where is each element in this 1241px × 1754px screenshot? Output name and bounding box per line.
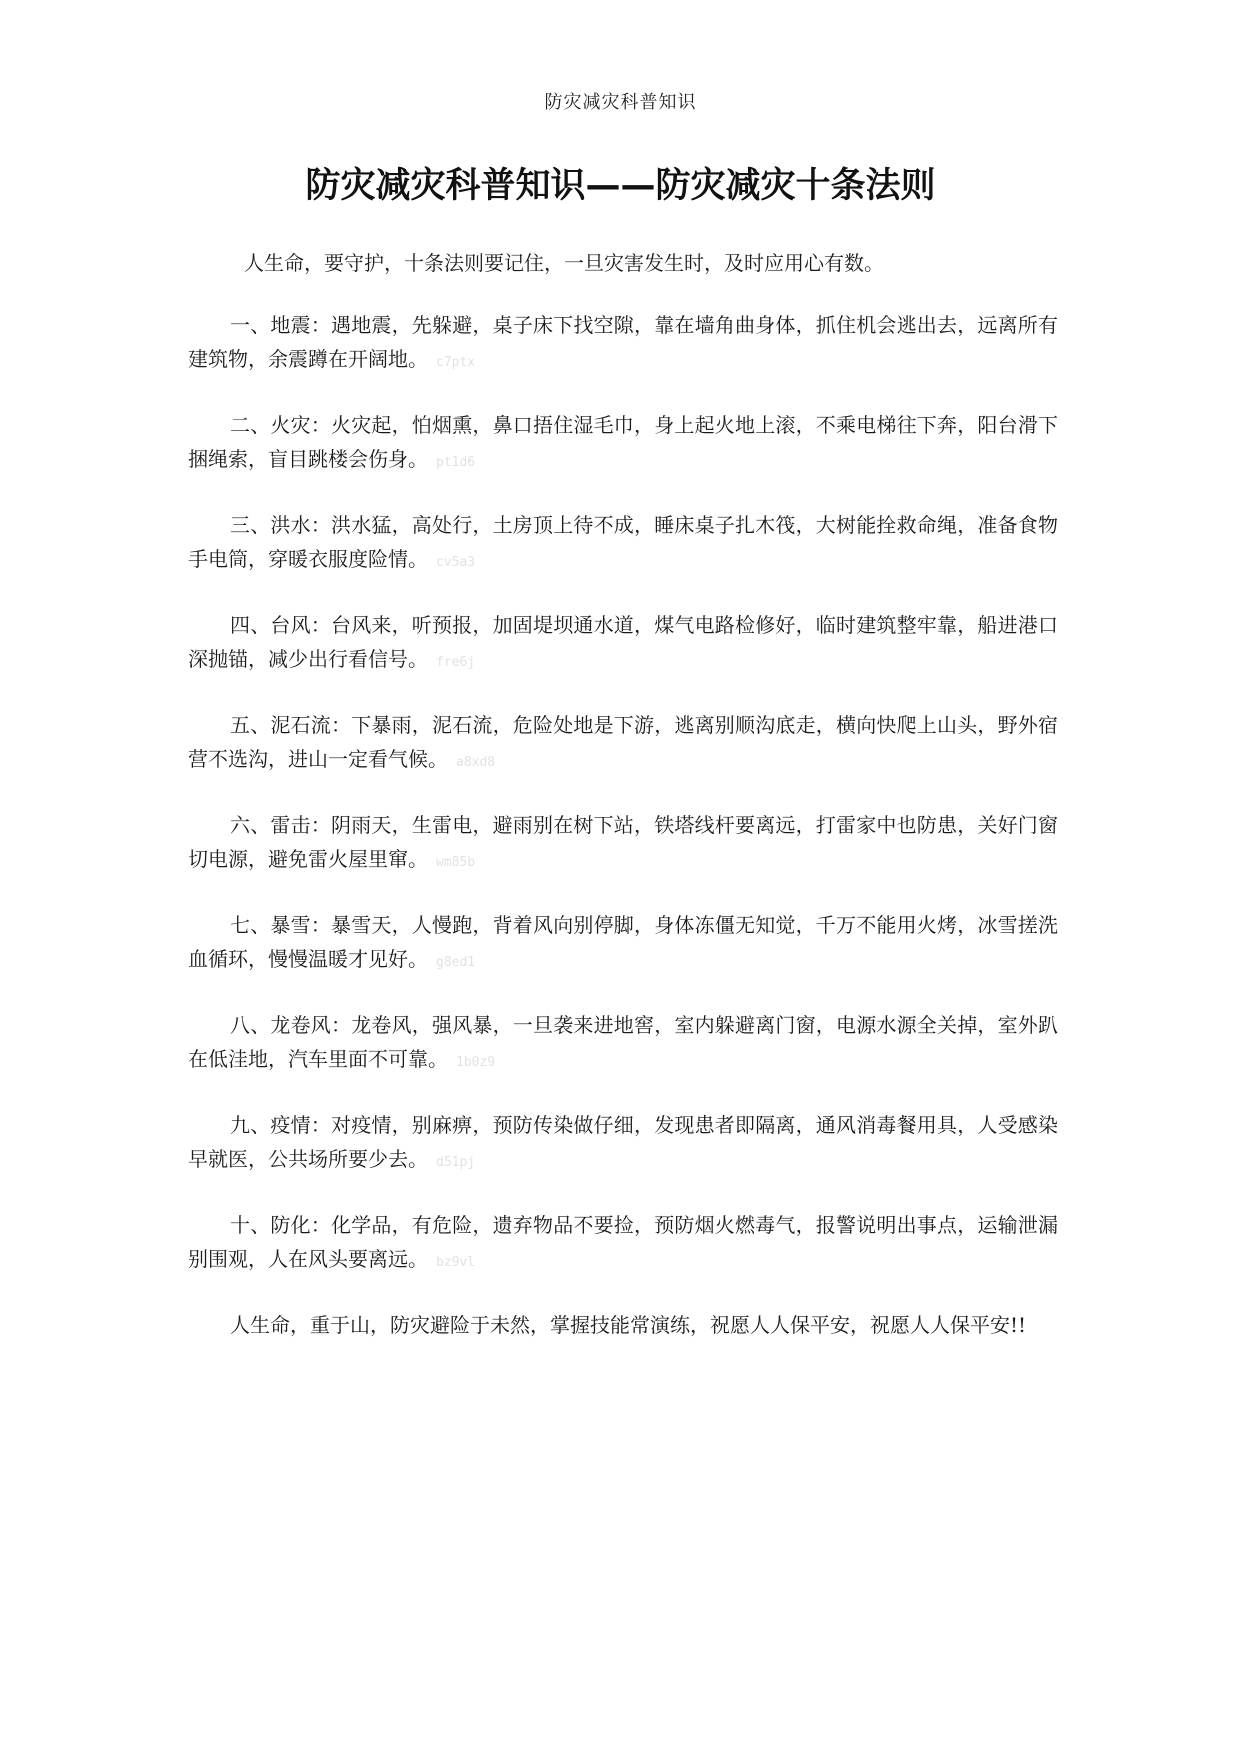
watermark-code: pt1d6 [436, 455, 476, 470]
rule-paragraph-10 [188, 1208, 1058, 1280]
document-title: 防灾减灾科普知识——防灾减灾十条法则 [305, 166, 936, 206]
watermark-code: d51pj [436, 1155, 476, 1170]
rule-paragraph-2 [188, 408, 1058, 480]
rule-text: 十、防化：化学品，有危险，遗弃物品不要捡，预防烟火燃毒气，报警说明出事点，运输泄漏别围观，人在风头要离远。 [188, 1213, 1058, 1271]
watermark-code: cv5a3 [436, 555, 476, 570]
watermark-code: c7ptx [436, 355, 476, 370]
rule-text: 六、雷击：阴雨天，生雷电，避雨别在树下站，铁塔线杆要离远，打雷家中也防患，关好门窗切电源，避免雷火屋里窜。 [188, 813, 1058, 871]
watermark-code: bz9vl [436, 1255, 476, 1270]
closing-paragraph: 人生命，重于山，防灾避险于未然，掌握技能常演练，祝愿人人保平安，祝愿人人保平安!! [230, 1313, 1027, 1337]
watermark-code: 1b0z9 [456, 1055, 496, 1070]
document-body [188, 246, 1058, 1370]
rule-paragraph-1 [188, 308, 1058, 380]
rule-text: 二、火灾：火灾起，怕烟熏，鼻口捂住湿毛巾，身上起火地上滚，不乘电梯往下奔，阳台滑下捆绳索，盲目跳楼会伤身。 [188, 413, 1058, 471]
rule-text: 五、泥石流：下暴雨，泥石流，危险处地是下游，逃离别顺沟底走，横向快爬上山头，野外宿营不选沟，进山一定看气候。 [188, 713, 1058, 771]
rule-paragraph-5 [188, 708, 1058, 780]
rule-text: 三、洪水：洪水猛，高处行，土房顶上待不成，睡床桌子扎木筏，大树能拴救命绳，准备食物手电筒，穿暖衣服度险情。 [188, 513, 1058, 571]
watermark-code: wm85b [436, 855, 476, 870]
watermark-code: fre6j [436, 655, 476, 670]
watermark-code: a8xd8 [456, 755, 496, 770]
rule-text: 四、台风：台风来，听预报，加固堤坝通水道，煤气电路检修好，临时建筑整牢靠，船进港口深抛锚，减少出行看信号。 [188, 613, 1058, 671]
rule-paragraph-7 [188, 908, 1058, 980]
rule-paragraph-4 [188, 608, 1058, 680]
rule-paragraph-3 [188, 508, 1058, 580]
intro-paragraph: 人生命，要守护，十条法则要记住，一旦灾害发生时，及时应用心有数。 [244, 251, 884, 275]
rule-paragraph-8 [188, 1008, 1058, 1080]
rule-paragraph-6 [188, 808, 1058, 880]
rule-text: 九、疫情：对疫情，别麻痹，预防传染做仔细，发现患者即隔离，通风消毒餐用具，人受感染早就医，公共场所要少去。 [188, 1113, 1058, 1171]
rule-text: 八、龙卷风：龙卷风，强风暴，一旦袭来进地窖，室内躲避离门窗，电源水源全关掉，室外趴在低洼地，汽车里面不可靠。 [188, 1013, 1058, 1071]
watermark-code: g8ed1 [436, 955, 476, 970]
rule-paragraph-9 [188, 1108, 1058, 1180]
rule-text: 一、地震：遇地震，先躲避，桌子床下找空隙，靠在墙角曲身体，抓住机会逃出去，远离所有建筑物，余震蹲在开阔地。 [188, 313, 1058, 371]
running-header: 防灾减灾科普知识 [544, 92, 697, 113]
rule-text: 七、暴雪：暴雪天，人慢跑，背着风向别停脚，身体冻僵无知觉，千万不能用火烤，冰雪搓洗血循环，慢慢温暖才见好。 [188, 913, 1058, 971]
